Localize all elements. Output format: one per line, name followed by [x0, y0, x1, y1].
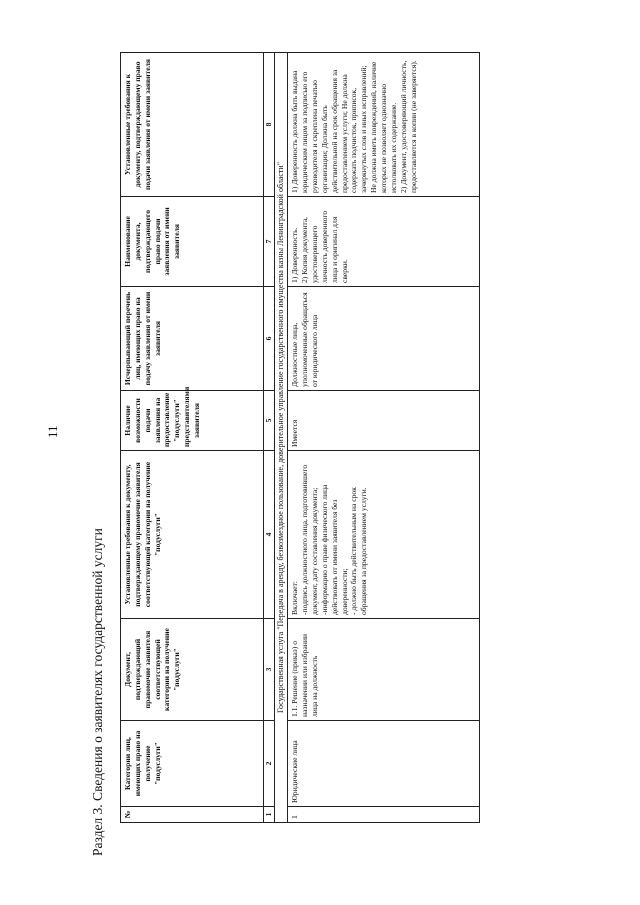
column-number: 2: [264, 721, 275, 807]
header-cell: Категории лиц, имеющих право на получение "подуслуги": [121, 721, 264, 807]
column-numbers-row: [264, 53, 275, 823]
header-cell: Наличие возможности подачи заявления на предоставление "подуслуги" представителями заявителя: [121, 391, 264, 451]
column-number: 6: [264, 287, 275, 391]
column-number: 1: [264, 807, 275, 823]
section-title: Раздел 3. Сведения о заявителях государственной услуги: [90, 528, 105, 856]
header-cell: Установленные требования к документу, подтверждающему правомочие заявителя соответствующей категории на получение "подуслуги": [121, 451, 264, 619]
header-cell: Наименование документа, подтверждающего право подачи заявления от имени заявителя: [121, 197, 264, 287]
column-number: 4: [264, 451, 275, 619]
authority-document: 1.1. Решение (приказ) о назначении или избрании лица на должность: [288, 619, 480, 721]
applicant-category: Юридические лица: [288, 721, 480, 807]
applicants-table: [120, 52, 480, 823]
service-title-row: [274, 53, 287, 823]
column-number: 5: [264, 391, 275, 451]
header-cell: Документ, подтверждающий правомочие заявителя соответствующей категории на получение "подуслуги": [121, 619, 264, 721]
header-cell: №: [121, 807, 264, 823]
representatives-available: Имеется: [288, 391, 480, 451]
column-number: 7: [264, 197, 275, 287]
header-row: [121, 53, 264, 823]
column-number: 3: [264, 619, 275, 721]
header-cell: Установленные требования к документу, подтверждающему право подачи заявления от имени заявителя: [121, 53, 264, 197]
representative-document-requirements: 1) Доверенность должна быть выдана юридическим лицом за подписью его руководителя и скреплена печатью организации; Должна быть действительной на срок обращения за предоставлением услуги; Не должна содержать подчисток, приписок, зачеркнутых слов и иных исправлений; Не должна иметь повреждений, наличие которых не позволяет однозначно истолковать их содержание. 2) Документ, удостоверяющий личность, предоставляется в копии (не заверяется).: [288, 53, 480, 197]
rotated-page: [90, 50, 490, 858]
table-row: [288, 53, 480, 823]
authorized-persons: Должностные лица, уполномоченные обращаться от юридического лица: [288, 287, 480, 391]
column-number: 8: [264, 53, 275, 197]
page-number: 11: [45, 425, 60, 438]
document-requirements: Включает: -подпись должностного лица, подготовившего документ, дату составления документа; -информацию о праве физического лица действовать от имени заявителя без доверенности; - должно быть действительным на срок обращения за предоставлением услуги.: [288, 451, 480, 619]
header-cell: Исчерпывающий перечень лиц, имеющих право на подачу заявления от имени заявителя: [121, 287, 264, 391]
row-number: 1: [288, 807, 480, 823]
representative-document: 1) Доверенность. 2) Копия документа, удостоверяющего личность доверенного лица и оригинал для сверки.: [288, 197, 480, 287]
service-title: Государственная услуга "Передача в аренду, безвозмездное пользование, доверительное управление государственного имущества казны Ленинградской области": [274, 53, 287, 823]
